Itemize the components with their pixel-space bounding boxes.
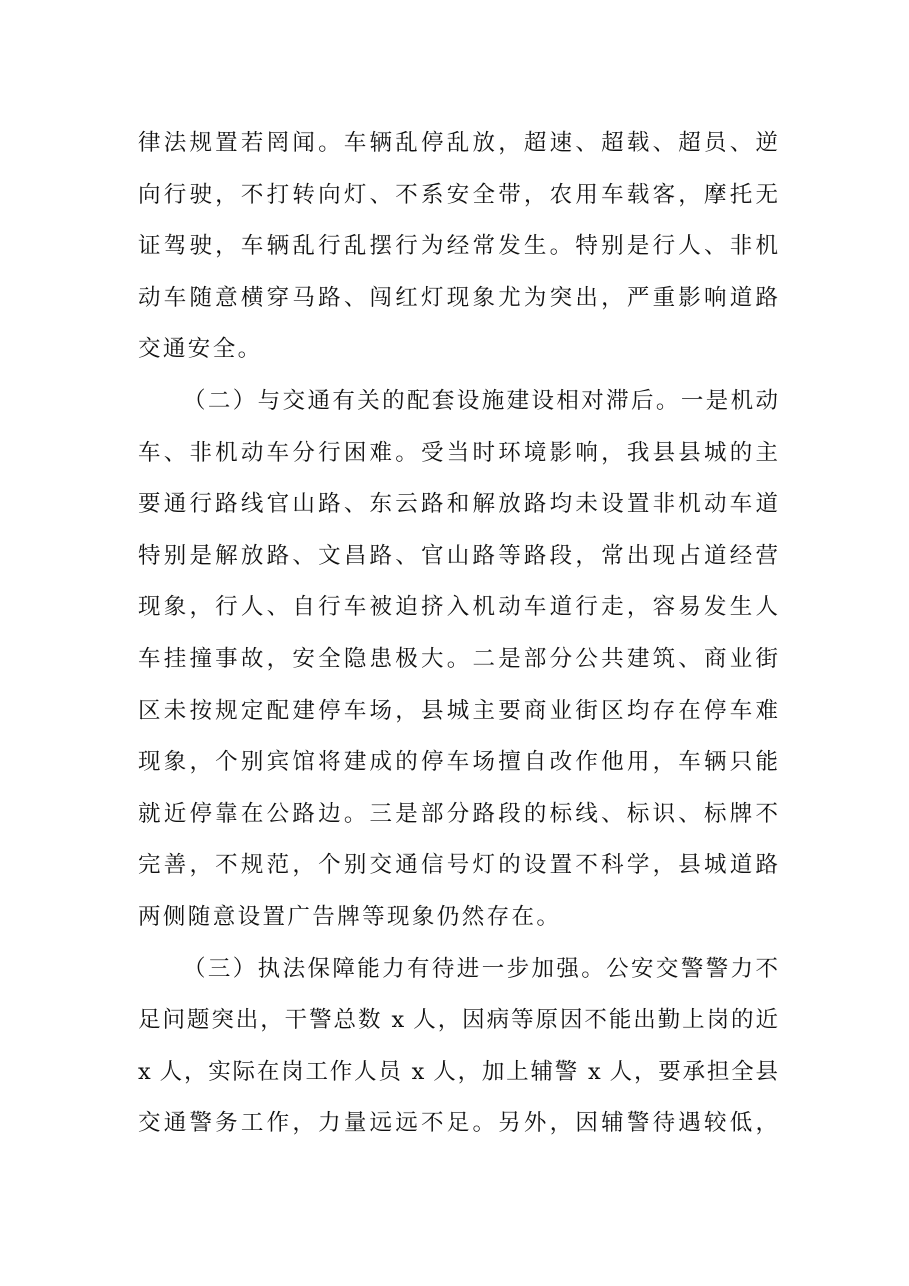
text-line: 动车随意横穿马路、闯红灯现象尤为突出，严重影响道路 xyxy=(138,284,778,311)
text-line: 就近停靠在公路边。三是部分路段的标线、标识、标牌不 xyxy=(138,800,778,827)
text-line: 证驾驶，车辆乱行乱摆行为经常发生。特别是行人、非机 xyxy=(138,233,778,260)
text-line: x 人，实际在岗工作人员 x 人，加上辅警 x 人，要承担全县 xyxy=(138,1058,778,1085)
document-body xyxy=(138,118,778,1150)
text-line: 交通安全。 xyxy=(138,336,263,363)
text-line: 特别是解放路、文昌路、官山路等路段，常出现占道经营 xyxy=(138,542,778,569)
text-line: 完善，不规范，个别交通信号灯的设置不科学，县城道路 xyxy=(138,852,778,879)
section-heading-line: （二）与交通有关的配套设施建设相对滞后。一是机动 xyxy=(183,387,778,414)
text-line: 要通行路线官山路、东云路和解放路均未设置非机动车道 xyxy=(138,491,778,518)
text-line: 两侧随意设置广告牌等现象仍然存在。 xyxy=(138,903,562,930)
text-line: 区未按规定配建停车场，县城主要商业街区均存在停车难 xyxy=(138,697,778,724)
text-line: 车、非机动车分行困难。受当时环境影响，我县县城的主 xyxy=(138,439,778,466)
text-line: 交通警务工作，力量远远不足。另外，因辅警待遇较低， xyxy=(138,1110,778,1137)
text-line: 律法规置若罔闻。车辆乱停乱放，超速、超载、超员、逆 xyxy=(138,130,778,156)
section-heading-line: （三）执法保障能力有待进一步加强。公安交警警力不 xyxy=(183,955,778,982)
text-line: 车挂撞事故，安全隐患极大。二是部分公共建筑、商业街 xyxy=(138,645,778,672)
text-line: 现象，行人、自行车被迫挤入机动车道行走，容易发生人 xyxy=(138,594,778,621)
text-line: 向行驶，不打转向灯、不系安全带，农用车载客，摩托无 xyxy=(138,181,778,208)
text-line: 现象，个别宾馆将建成的停车场擅自改作他用，车辆只能 xyxy=(138,749,778,776)
text-line: 足问题突出，干警总数 x 人，因病等原因不能出勤上岗的近 xyxy=(138,1007,778,1034)
